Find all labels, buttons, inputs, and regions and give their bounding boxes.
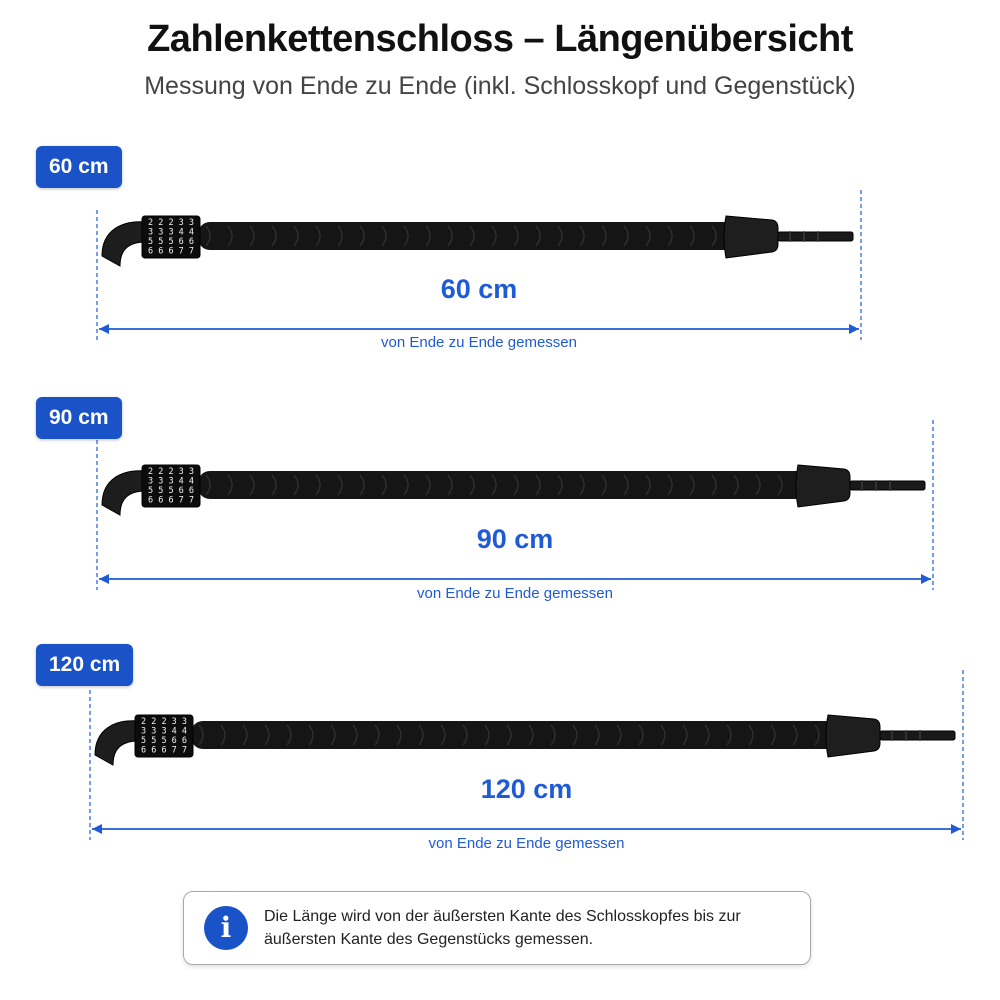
dial-row: 2 2 2 3 3 xyxy=(147,218,195,228)
receiver-body xyxy=(724,216,778,258)
lock-2 xyxy=(97,420,933,590)
measurement-note-1: von Ende zu Ende gemessen xyxy=(381,334,577,351)
dial-row: 6 6 6 7 7 xyxy=(147,246,195,257)
lock-head-hook xyxy=(102,222,146,266)
dial-row: 6 6 6 7 7 xyxy=(147,495,195,506)
dial-row: 5 5 5 6 6 xyxy=(147,486,195,496)
dial-row: 3 3 3 4 4 xyxy=(147,476,195,487)
plug-pin xyxy=(880,731,955,740)
plug-pin xyxy=(778,232,853,241)
length-badge-2: 90 cm xyxy=(36,397,122,439)
info-box xyxy=(183,891,811,965)
receiver-body xyxy=(826,715,880,757)
chain-sleeve xyxy=(198,471,850,499)
length-badge-1: 60 cm xyxy=(36,146,122,188)
info-icon: i xyxy=(204,906,248,950)
plug-pin xyxy=(850,481,925,490)
chain-sleeve xyxy=(191,721,880,749)
dial-row: 5 5 5 6 6 xyxy=(140,736,188,746)
measurement-note-3: von Ende zu Ende gemessen xyxy=(428,835,625,852)
lock-head-hook xyxy=(95,721,139,765)
length-badge-3: 120 cm xyxy=(36,644,133,686)
dial-row: 2 2 2 3 3 xyxy=(140,717,188,727)
lock-3 xyxy=(90,670,963,840)
lock-head-hook xyxy=(102,471,146,515)
dial-row: 2 2 2 3 3 xyxy=(147,467,195,477)
receiver-body xyxy=(796,465,850,507)
lock-1 xyxy=(97,190,861,340)
measurement-label-1: 60 cm xyxy=(440,274,518,304)
page-subtitle: Messung von Ende zu Ende (inkl. Schlosskopf und Gegenstück) xyxy=(144,72,856,100)
measurement-label-2: 90 cm xyxy=(476,524,554,554)
info-text: Die Länge wird von der äußersten Kante des Schlosskopfes bis zur äußersten Kante des Gegenstücks gemessen. xyxy=(264,908,741,948)
measurement-label-3: 120 cm xyxy=(480,774,573,804)
dial-row: 5 5 5 6 6 xyxy=(147,237,195,247)
dial-row: 3 3 3 4 4 xyxy=(147,227,195,238)
measurement-note-2: von Ende zu Ende gemessen xyxy=(417,585,613,602)
dial-row: 6 6 6 7 7 xyxy=(140,745,188,756)
dial-row: 3 3 3 4 4 xyxy=(140,726,188,737)
page-title: Zahlenkettenschloss – Längenübersicht xyxy=(147,18,853,60)
